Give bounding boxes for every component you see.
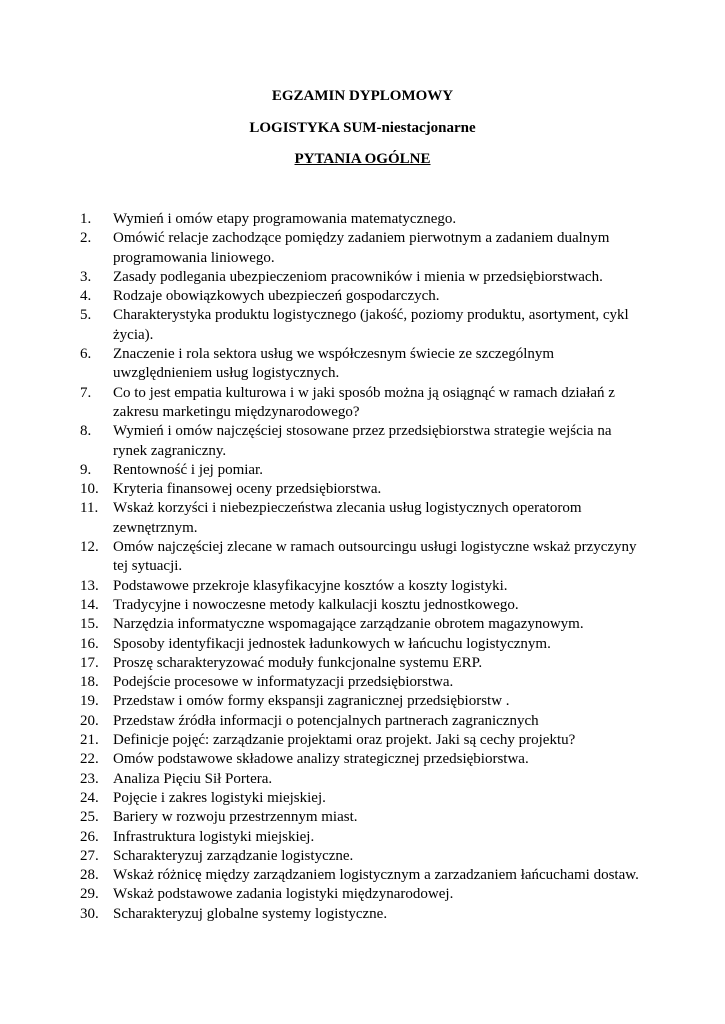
question-item [0, 673, 648, 692]
question-number: 10. [80, 481, 99, 498]
question-item [0, 692, 648, 711]
question-text: Podstawowe przekroje klasyfikacyjne kosztów a koszty logistyki. [113, 577, 508, 594]
question-number: 23. [80, 770, 99, 787]
question-number: 1. [80, 211, 92, 227]
question-text: Bariery w rozwoju przestrzennym miast. [113, 809, 358, 826]
question-text: Wymień i omów etapy programowania matematycznego. [113, 211, 457, 227]
question-text: Proszę scharakteryzować moduły funkcjonalne systemu ERP. [113, 654, 483, 671]
question-item [0, 866, 648, 885]
question-item [0, 422, 648, 461]
question-number: 19. [80, 693, 99, 710]
question-item [0, 808, 648, 827]
question-text: Pojęcie i zakres logistyki miejskiej. [113, 789, 326, 806]
question-number: 13. [80, 577, 99, 594]
question-number: 30. [80, 905, 99, 922]
question-text: Znaczenie i rola sektora usług we współczesnym świecie ze szczególnym uwzględnieniem usług logistycznych. [113, 346, 555, 382]
question-text: Scharakteryzuj globalne systemy logistyczne. [113, 905, 388, 922]
question-number: 25. [80, 809, 99, 826]
question-item [0, 712, 648, 731]
question-item [0, 268, 648, 287]
question-number: 7. [80, 384, 92, 401]
question-number: 15. [80, 616, 99, 633]
question-item [0, 306, 648, 345]
question-text: Definicje pojęć: zarządzanie projektami oraz projekt. Jaki są cechy projektu? [113, 732, 576, 749]
question-number: 24. [80, 789, 99, 806]
question-number: 5. [80, 307, 92, 324]
section-heading [0, 150, 725, 169]
question-text: Sposoby identyfikacji jednostek ładunkowych w łańcuchu logistycznym. [113, 635, 551, 652]
question-number: 6. [80, 346, 92, 363]
question-text: Zasady podlegania ubezpieczeniom pracowników i mienia w przedsiębiorstwach. [113, 268, 603, 285]
question-item [0, 461, 648, 480]
question-text: Wymień i omów najczęściej stosowane przez przedsiębiorstwa strategie wejścia na rynek zagraniczny. [113, 423, 612, 459]
question-text: Podejście procesowe w informatyzacji przedsiębiorstwa. [113, 674, 454, 691]
question-number: 12. [80, 539, 99, 556]
question-item [0, 210, 648, 229]
question-text: Infrastruktura logistyki miejskiej. [113, 828, 315, 845]
section-heading-text: PYTANIA OGÓLNE [294, 151, 431, 167]
question-item [0, 538, 648, 577]
question-item [0, 635, 648, 654]
question-text: Analiza Pięciu Sił Portera. [113, 770, 273, 787]
question-number: 17. [80, 654, 99, 671]
question-item [0, 905, 648, 924]
question-number: 20. [80, 712, 99, 729]
question-item [0, 654, 648, 673]
question-number: 18. [80, 674, 99, 691]
question-item [0, 577, 648, 596]
question-item [0, 847, 648, 866]
question-text: Rodzaje obowiązkowych ubezpieczeń gospodarczych. [113, 288, 440, 305]
question-item [0, 229, 648, 268]
question-item [0, 615, 648, 634]
question-text: Przedstaw i omów formy ekspansji zagranicznej przedsiębiorstw . [113, 693, 510, 710]
question-text: Charakterystyka produktu logistycznego (jakość, poziomy produktu, asortyment, cykl życia). [113, 307, 629, 343]
question-number: 28. [80, 867, 99, 884]
question-number: 11. [80, 500, 99, 517]
question-item [0, 345, 648, 384]
question-item [0, 770, 648, 789]
question-text: Rentowność i jej pomiar. [113, 461, 263, 478]
question-text: Wskaż korzyści i niebezpieczeństwa zlecania usług logistycznych operatorom zewnętrznym. [113, 500, 582, 536]
question-text: Wskaż różnicę między zarządzaniem logistycznym a zarzadzaniem łańcuchami dostaw. [113, 867, 639, 884]
question-text: Omówić relacje zachodzące pomiędzy zadaniem pierwotnym a zadaniem dualnym programowania liniowego. [113, 230, 610, 266]
question-number: 16. [80, 635, 99, 652]
question-text: Scharakteryzuj zarządzanie logistyczne. [113, 847, 354, 864]
question-item [0, 384, 648, 423]
question-text: Omów podstawowe składowe analizy strategicznej przedsiębiorstwa. [113, 751, 529, 768]
question-number: 21. [80, 732, 99, 749]
question-text: Tradycyjne i nowoczesne metody kalkulacji kosztu jednostkowego. [113, 596, 519, 613]
question-text: Kryteria finansowej oceny przedsiębiorstwa. [113, 481, 382, 498]
exam-subtitle: LOGISTYKA SUM-niestacjonarne [249, 120, 476, 136]
question-item [0, 287, 648, 306]
question-item [0, 499, 648, 538]
question-number: 3. [80, 268, 92, 285]
question-text: Omów najczęściej zlecane w ramach outsourcingu usługi logistyczne wskaż przyczyny tej sytuacji. [113, 539, 637, 575]
question-number: 26. [80, 828, 99, 845]
question-number: 22. [80, 751, 99, 768]
question-number: 29. [80, 886, 99, 903]
question-list [0, 210, 725, 924]
question-number: 2. [80, 230, 92, 247]
question-item [0, 828, 648, 847]
question-number: 4. [80, 288, 92, 305]
exam-title: EGZAMIN DYPLOMOWY [271, 88, 454, 104]
question-number: 27. [80, 847, 99, 864]
question-item [0, 596, 648, 615]
question-item [0, 731, 648, 750]
question-item [0, 750, 648, 769]
question-number: 9. [80, 461, 92, 478]
question-number: 8. [80, 423, 92, 440]
question-text: Co to jest empatia kulturowa i w jaki sposób można ją osiągnąć w ramach działań z zakresu marketingu międzynarodowego? [113, 384, 615, 420]
question-item [0, 885, 648, 904]
question-number: 14. [80, 596, 99, 613]
question-text: Przedstaw źródła informacji o potencjalnych partnerach zagranicznych [113, 712, 539, 729]
question-item [0, 789, 648, 808]
question-text: Narzędzia informatyczne wspomagające zarządzanie obrotem magazynowym. [113, 616, 584, 633]
question-text: Wskaż podstawowe zadania logistyki międzynarodowej. [113, 886, 454, 903]
question-item [0, 480, 648, 499]
